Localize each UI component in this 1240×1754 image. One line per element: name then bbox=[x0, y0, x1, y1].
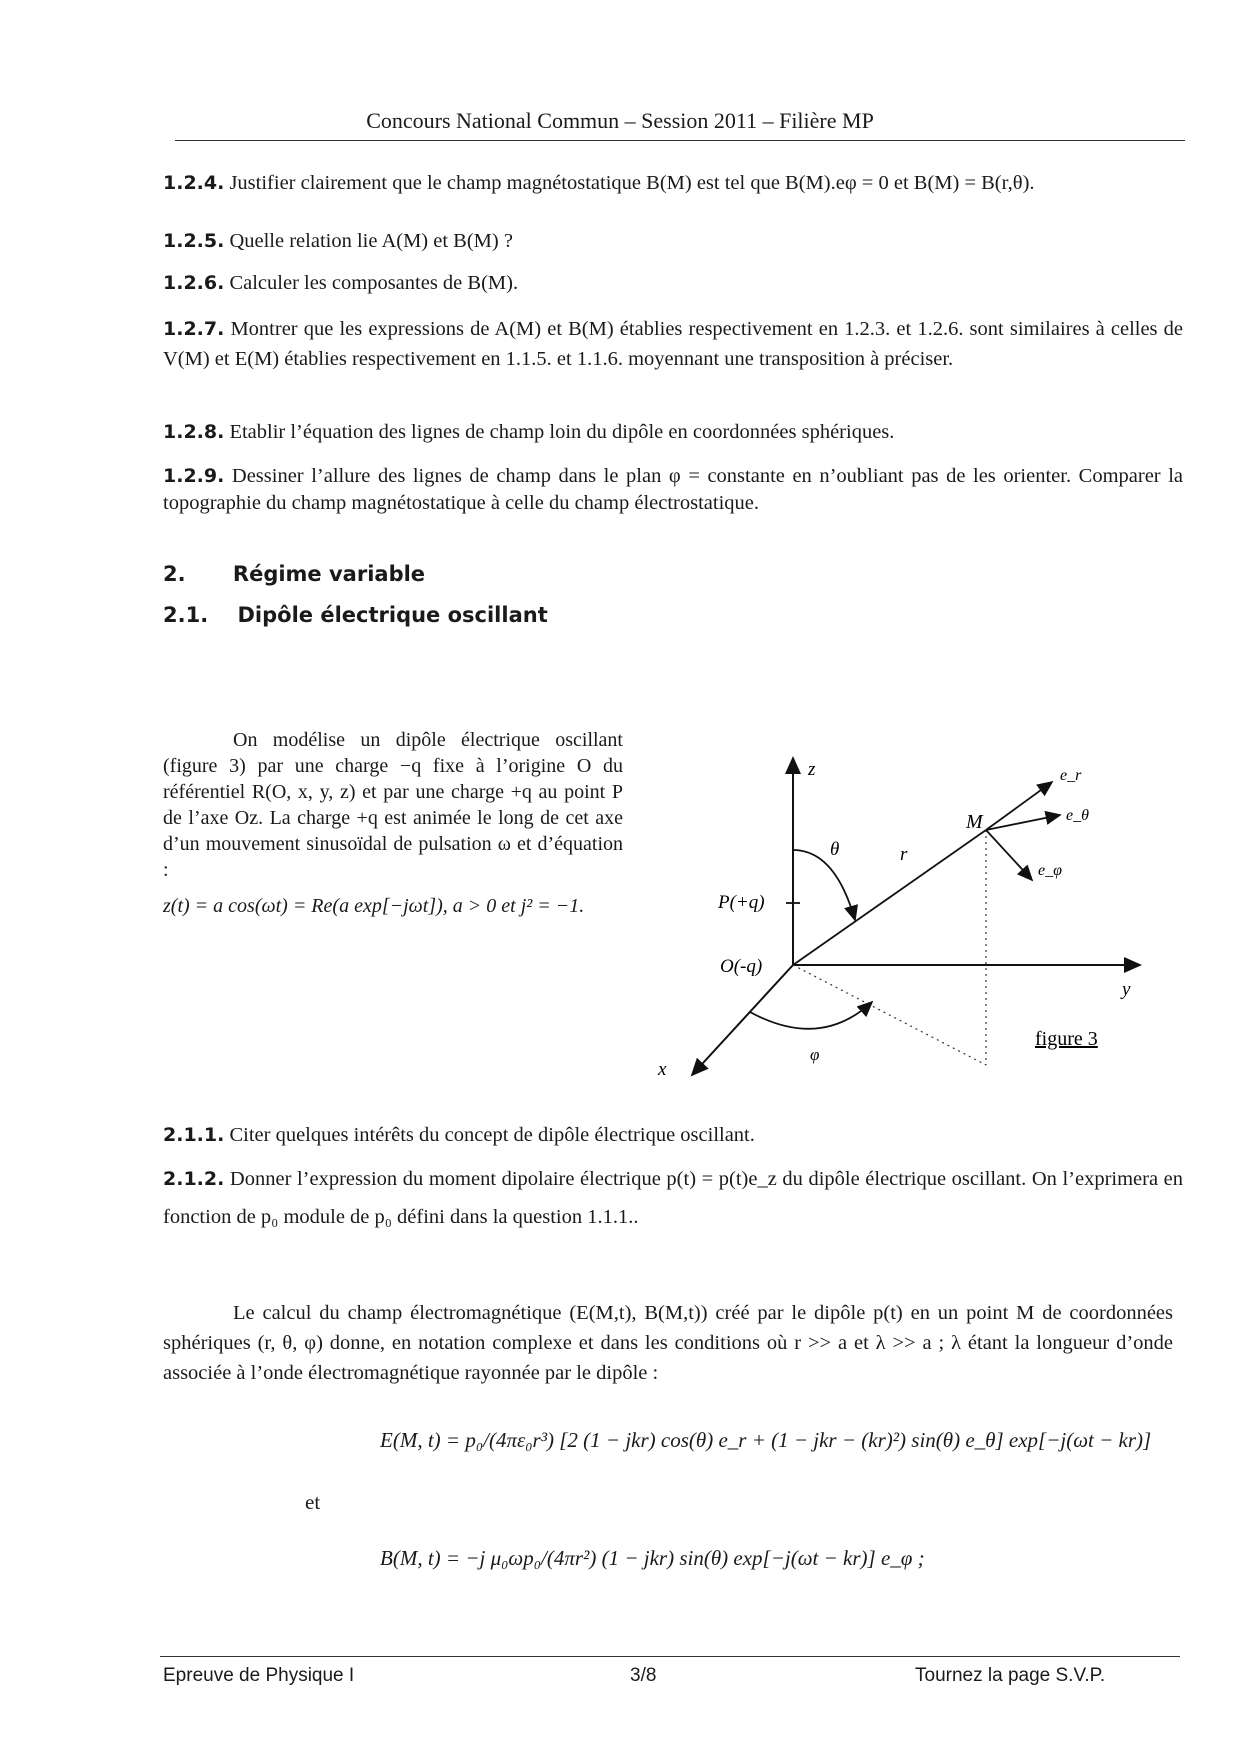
question-1-2-5 bbox=[163, 228, 1183, 254]
label-x: x bbox=[658, 1059, 667, 1080]
field-paragraph bbox=[163, 1298, 1173, 1388]
question-2-1-2 bbox=[163, 1160, 1183, 1236]
label-p: P(+q) bbox=[718, 892, 765, 913]
question-number: 1.2.8. bbox=[163, 421, 225, 443]
label-theta: θ bbox=[830, 839, 840, 860]
ephi-vector bbox=[986, 830, 1032, 880]
question-1-2-6 bbox=[163, 270, 1183, 296]
question-number: 2.1.2. bbox=[163, 1168, 225, 1190]
label-m: M bbox=[966, 811, 983, 833]
question-number: 1.2.9. bbox=[163, 465, 225, 487]
projection-oblique bbox=[793, 965, 986, 1065]
phi-arc bbox=[750, 1002, 872, 1029]
label-etheta: e_θ bbox=[1066, 807, 1089, 824]
question-text: Montrer que les expressions de A(M) et B(M) établies respectivement en 1.2.3. et 1.2.6. sont similaires à celles de V(M) et E(M) établies respectivement en 1.1.5. et 1.1.6. moyennant une transposition à préciser. bbox=[163, 318, 1183, 370]
footer-rule bbox=[160, 1656, 1180, 1657]
question-number: 1.2.7. bbox=[163, 318, 225, 340]
question-1-2-7 bbox=[163, 314, 1183, 374]
question-text: Dessiner l’allure des lignes de champ dans le plan φ = constante en n’oubliant pas de les orienter. Comparer la topographie du champ magnétostatique à celle du champ électrostatique. bbox=[163, 465, 1183, 514]
label-er: e_r bbox=[1060, 767, 1082, 784]
question-number: 2.1.1. bbox=[163, 1124, 225, 1146]
equation-B: B(M, t) = −j μ₀ωp₀/(4πr²) (1 − jkr) sin(θ) exp[−j(ωt − kr)] e_φ ; bbox=[380, 1546, 925, 1570]
label-ephi: e_φ bbox=[1038, 862, 1062, 879]
question-number: 1.2.6. bbox=[163, 272, 225, 294]
om-vector-line bbox=[793, 830, 986, 965]
question-1-2-9 bbox=[163, 463, 1183, 517]
equation-E: E(M, t) = p₀/(4πε₀r³) [2 (1 − jkr) cos(θ) e_r + (1 − jkr − (kr)²) sin(θ) e_θ] exp[−j(ωt − kr)] bbox=[380, 1428, 1152, 1452]
conjunction-et: et bbox=[305, 1490, 321, 1514]
section-title: Dipôle électrique oscillant bbox=[237, 603, 548, 627]
label-o: O(-q) bbox=[720, 956, 763, 977]
intro-paragraph bbox=[163, 727, 623, 919]
section-heading-2-1 bbox=[163, 603, 548, 627]
motion-equation: z(t) = a cos(ωt) = Re(a exp[−jωt]), a > 0 et j² = −1. bbox=[163, 895, 585, 917]
label-phi: φ bbox=[810, 1045, 820, 1064]
label-r: r bbox=[900, 844, 908, 865]
question-text: Calculer les composantes de B(M). bbox=[229, 272, 519, 294]
question-text: Citer quelques intérêts du concept de dipôle électrique oscillant. bbox=[229, 1124, 755, 1146]
question-text: Etablir l’équation des lignes de champ loin du dipôle en coordonnées sphériques. bbox=[229, 421, 895, 443]
footer-right: Tournez la page S.V.P. bbox=[915, 1665, 1106, 1686]
question-1-2-8 bbox=[163, 419, 1183, 445]
label-z: z bbox=[808, 759, 816, 780]
question-number: 1.2.5. bbox=[163, 230, 225, 252]
label-y: y bbox=[1122, 979, 1131, 1000]
section-title: Régime variable bbox=[232, 562, 426, 586]
question-1-2-4 bbox=[163, 170, 1183, 196]
x-axis bbox=[692, 965, 793, 1075]
intro-text: On modélise un dipôle électrique oscillant (figure 3) par une charge −q fixe à l’origine O du référentiel R(O, x, y, z) et par une charge +q au point P de l’axe Oz. La charge +q est animée le long de cet axe d’un mouvement sinusoïdal de pulsation ω et d’équation : bbox=[163, 729, 623, 881]
question-2-1-1 bbox=[163, 1122, 1183, 1148]
figure-3 bbox=[660, 740, 1180, 1090]
section-number: 2.1. bbox=[163, 603, 209, 627]
section-number: 2. bbox=[163, 562, 186, 586]
question-text: Quelle relation lie A(M) et B(M) ? bbox=[229, 230, 513, 252]
field-paragraph-text: Le calcul du champ électromagnétique (E(M,t), B(M,t)) créé par le dipôle p(t) en un point M de coordonnées sphériques (r, θ, φ) donne, en notation complexe et dans les conditions où r >> a et λ >> a ; λ étant la longueur d’onde associée à l’onde électromagnétique rayonnée par le dipôle : bbox=[163, 1302, 1173, 1384]
section-heading-2 bbox=[163, 562, 425, 586]
header-rule bbox=[175, 140, 1185, 141]
page-number: 3/8 bbox=[630, 1665, 657, 1686]
question-text: Donner l’expression du moment dipolaire électrique p(t) = p(t)e_z du dipôle électrique oscillant. On l’exprimera en fonction de p₀ module de p₀ défini dans la question 1.1.1.. bbox=[163, 1168, 1184, 1228]
question-text: Justifier clairement que le champ magnétostatique B(M) est tel que B(M).eφ = 0 et B(M) = B(r,θ). bbox=[229, 172, 1035, 194]
figure-caption: figure 3 bbox=[1035, 1028, 1098, 1050]
question-number: 1.2.4. bbox=[163, 172, 225, 194]
footer-left: Epreuve de Physique I bbox=[163, 1665, 355, 1686]
page-header: Concours National Commun – Session 2011 – Filière MP bbox=[366, 108, 874, 133]
theta-arc bbox=[793, 850, 855, 920]
